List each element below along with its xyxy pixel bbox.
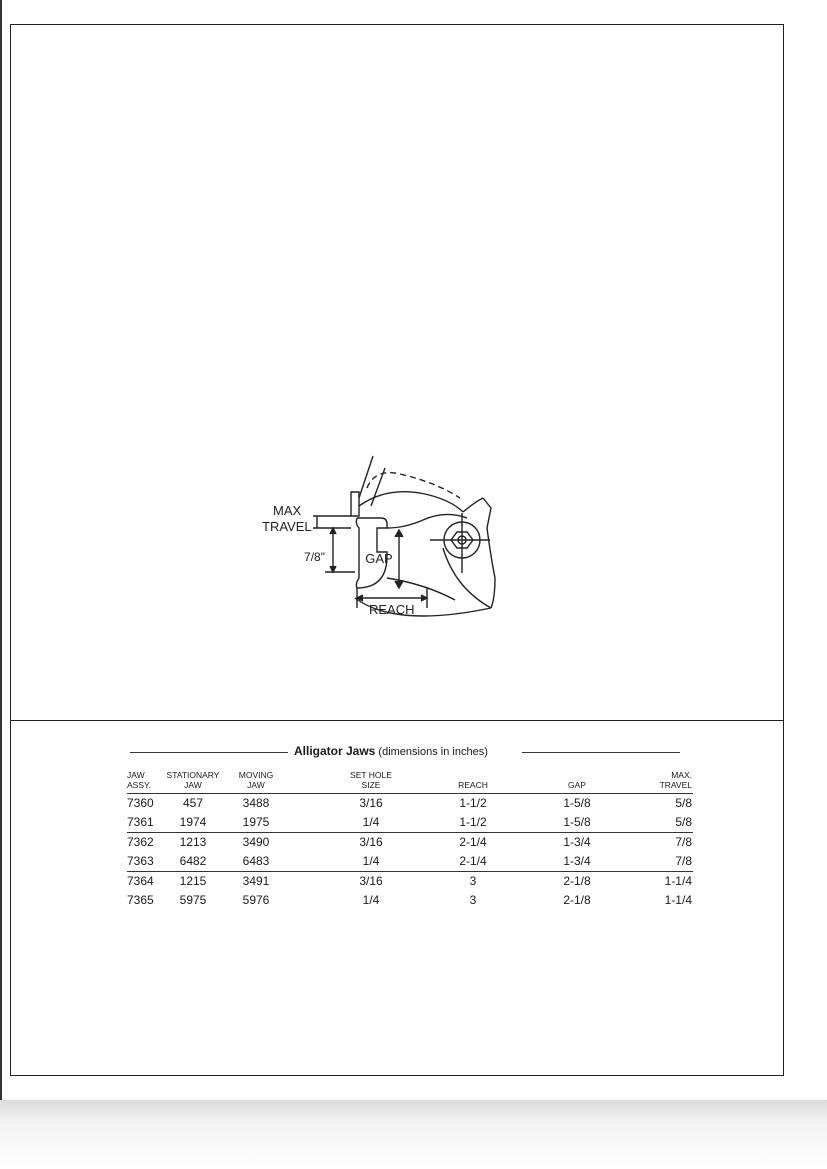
table-cell: 457 [182,796,204,810]
table-cell: 1975 [242,815,270,829]
table-cell: 3 [469,893,477,907]
table-cell: 1215 [179,874,207,888]
label-max: MAX [273,503,302,518]
column-header-line: MOVING [238,770,274,780]
column-header [127,770,151,790]
column-header-line: JAW [127,770,145,780]
label-reach: REACH [369,602,415,617]
table-cell: 1-1/4 [664,874,692,888]
table-cell: 6483 [242,854,270,868]
table-rule [127,832,693,833]
column-header-line: JAW [184,780,202,790]
table-cell: 5975 [179,893,207,907]
table-cell: 3490 [242,835,270,849]
table-title [294,744,518,758]
table-cell: 1-1/4 [664,893,692,907]
table-cell: 7364 [127,874,154,888]
table-cell: 3/16 [359,796,383,810]
table-cell: 7361 [127,815,154,829]
title-rule-right [522,752,680,753]
column-header [331,770,411,790]
table-cell: 2-1/8 [563,893,591,907]
table-cell: 7365 [127,893,154,907]
table-cell: 3491 [242,874,270,888]
table-cell: 1-3/4 [563,854,591,868]
table-cell: 7/8 [675,835,692,849]
table-title-main: Alligator Jaws [294,744,376,758]
column-header-line: MAX. [671,770,692,780]
column-header-line: JAW [247,780,265,790]
alligator-jaw-diagram [255,448,505,638]
table-cell: 2-1/4 [459,854,487,868]
table-cell: 1-5/8 [563,815,591,829]
column-header-line: TRAVEL [659,780,692,790]
section-divider [10,720,784,721]
table-cell: 5976 [242,893,270,907]
table-cell: 1/4 [362,893,380,907]
column-header-line [537,770,617,780]
table-cell: 7363 [127,854,154,868]
column-header-line [433,770,513,780]
table-cell: 3/16 [359,874,383,888]
scan-left-edge [0,0,2,1100]
table-cell: 1-5/8 [563,796,591,810]
column-header-line: STATIONARY [166,770,220,780]
table-cell: 1-3/4 [563,835,591,849]
table-cell: 2-1/4 [459,835,487,849]
table-cell: 3/16 [359,835,383,849]
table-cell: 2-1/8 [563,874,591,888]
table-cell: 1/4 [362,815,380,829]
table-rule [127,793,693,794]
table-cell: 5/8 [675,796,692,810]
table-cell: 7360 [127,796,154,810]
column-header [537,770,617,790]
scan-bottom-shadow [0,1100,827,1169]
table-cell: 3488 [242,796,270,810]
column-header [433,770,513,790]
table-rule [127,871,693,872]
column-header-line: SET HOLE [350,770,392,780]
table-cell: 3 [469,874,477,888]
column-header-line: ASSY. [127,780,151,790]
table-cell: 7/8 [675,854,692,868]
column-header-line: REACH [458,780,488,790]
label-travel: TRAVEL [262,519,312,534]
table-cell: 1/4 [362,854,380,868]
title-rule-left [130,752,288,753]
table-cell: 7362 [127,835,154,849]
table-cell: 5/8 [675,815,692,829]
column-header [216,770,296,790]
column-header-line: GAP [568,780,586,790]
column-header [612,770,692,790]
table-cell: 1213 [179,835,207,849]
table-title-sub: (dimensions in inches) [378,746,488,758]
table-title-row [128,744,680,760]
column-header-line: SIZE [361,780,381,790]
label-dimension: 7/8" [304,550,325,564]
table-cell: 1974 [179,815,207,829]
table-cell: 6482 [179,854,207,868]
table-cell: 1-1/2 [459,815,487,829]
label-gap: GAP [365,551,393,566]
table-cell: 1-1/2 [459,796,487,810]
